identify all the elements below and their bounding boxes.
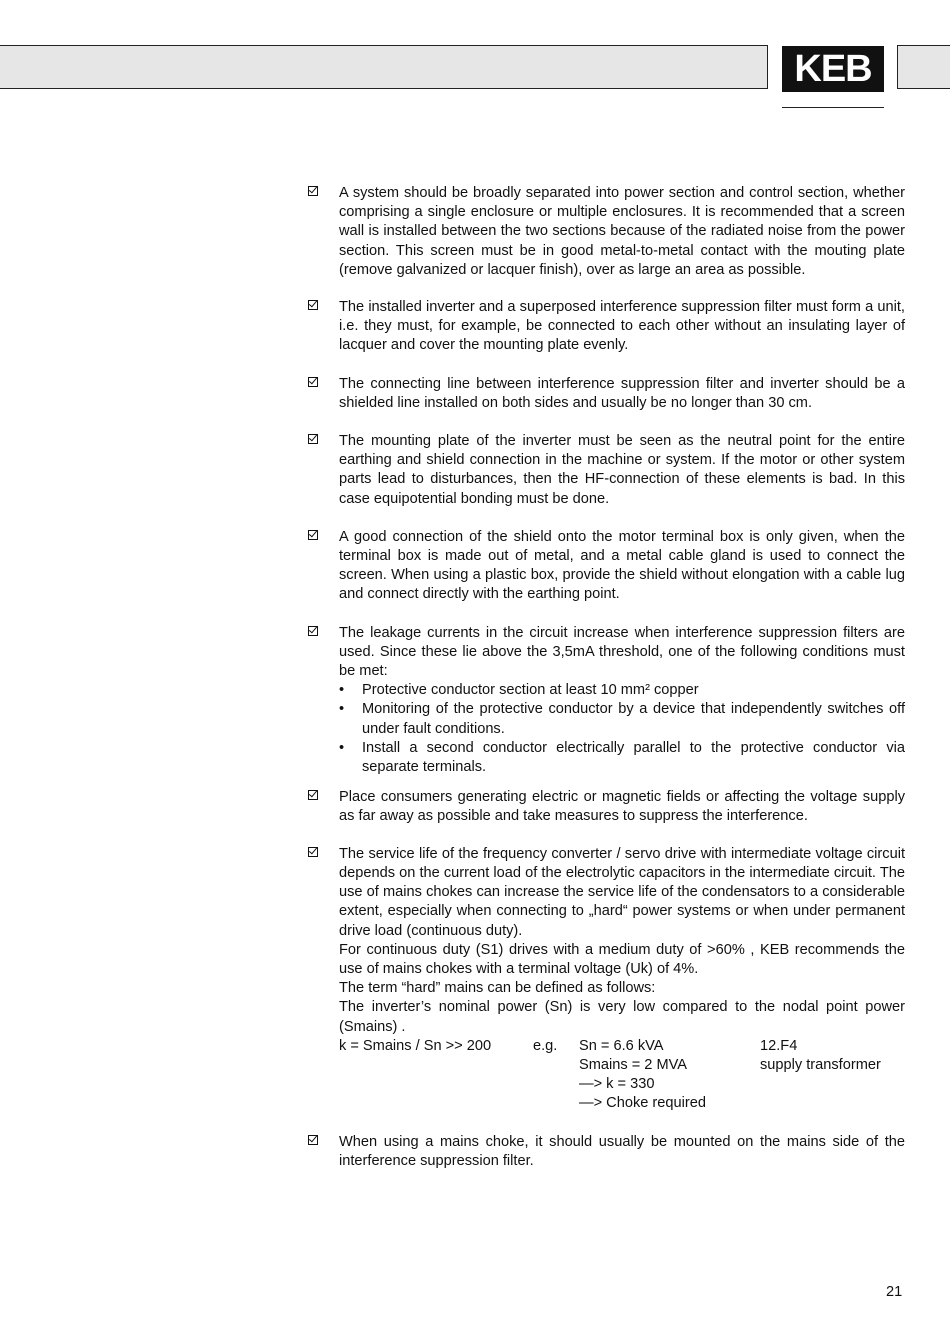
list-item: [308, 298, 905, 356]
formula-expression: k = Smains / Sn >> 200: [339, 1037, 492, 1054]
bullet-item: [339, 700, 905, 738]
bullet-item: [339, 739, 905, 777]
formula-sn: Sn = 6.6 kVA: [579, 1037, 664, 1054]
item-text: The service life of the frequency converter / servo drive with intermediate voltage circuit depends on the current load of the electrolytic capacitors in the intermediate circuit. The use of mains chokes can increase the service life of the condensators to a considerable extent, especially when connecting to „hard“ power systems or when under permanent drive load (continuous duty).: [339, 845, 905, 939]
item-text-nominal-power: The inverter’s nominal power (Sn) is very low compared to the nodal point power (Smains) .: [339, 999, 905, 1035]
checkbox-icon: [308, 1135, 318, 1145]
checkbox-icon: [308, 186, 318, 196]
item-text: When using a mains choke, it should usually be mounted on the mains side of the interference suppression filter.: [339, 1133, 905, 1169]
logo-underline: [782, 107, 884, 108]
bullet-icon: •: [339, 739, 345, 756]
formula-eg: e.g.: [533, 1037, 558, 1054]
bullet-text: Protective conductor section at least 10 mm² copper: [362, 682, 699, 699]
header-bar: [0, 45, 768, 89]
item-text: Place consumers generating electric or magnetic fields or affecting the voltage supply as far away as possible and take measures to suppress the interference.: [339, 789, 905, 825]
checkbox-icon: [308, 847, 318, 857]
list-item: [308, 528, 905, 605]
formula-row: [339, 1056, 905, 1075]
checkbox-icon: [308, 434, 318, 444]
list-item: [308, 624, 905, 778]
bullet-text: Monitoring of the protective conductor by a device that independently switches off under fault conditions.: [362, 701, 905, 737]
formula-ref: 12.F4: [760, 1037, 798, 1054]
list-item: [308, 375, 905, 413]
formula-row: [339, 1037, 905, 1056]
formula-k: —> k = 330: [579, 1076, 655, 1093]
list-item: [308, 432, 905, 509]
checkbox-icon: [308, 626, 318, 636]
bullet-item: [339, 681, 905, 700]
formula-transformer: supply transformer: [760, 1056, 881, 1073]
formula-smains: Smains = 2 MVA: [579, 1056, 688, 1073]
item-text: The leakage currents in the circuit increase when interference suppression filters are used. Since these lie above the 3,5mA threshold, one of the following conditions must be met:: [339, 624, 905, 680]
keb-logo: [782, 46, 884, 92]
list-item: [308, 184, 905, 280]
bullet-text: Install a second conductor electrically parallel to the protective conductor via separate terminals.: [362, 739, 905, 776]
item-text: A good connection of the shield onto the motor terminal box is only given, when the terminal box is made out of metal, and a metal cable gland is used to connect the screen. When using a plastic box, provide the shield without elongation with a cable lug and connect directly with the earthing point.: [339, 528, 905, 603]
checkbox-icon: [308, 530, 318, 540]
logo-text: KEB: [794, 48, 872, 90]
checkbox-icon: [308, 300, 318, 310]
bullet-list: [339, 681, 905, 777]
item-text: A system should be broadly separated into power section and control section, whether comprising a single enclosure or multiple enclosures. It is recommended that a screen wall is installed between the two sections because of the radiated noise from the power section. This screen must be in good metal-to-metal contact with the mouting plate (remove galvanized or lacquer finish), over as large an area as possible.: [339, 185, 905, 278]
checkbox-icon: [308, 790, 318, 800]
formula-choke: —> Choke required: [579, 1095, 706, 1112]
bullet-icon: •: [339, 701, 345, 718]
list-item: [308, 845, 905, 1114]
item-text: The mounting plate of the inverter must be seen as the neutral point for the entire earthing and shield connection in the machine or system. If the motor or other system parts lead to disturbances, then the HF-connection of these elements is bad. In this case equipotential bonding must be done.: [339, 433, 905, 507]
main-content: [308, 184, 905, 1171]
bullet-icon: •: [339, 682, 345, 699]
checkbox-icon: [308, 377, 318, 387]
formula-row: [339, 1075, 905, 1094]
list-item: [308, 1133, 905, 1171]
item-text-hard-mains: The term “hard” mains can be defined as follows:: [339, 980, 656, 997]
list-item: [308, 788, 905, 826]
formula-row: [339, 1094, 905, 1113]
item-text: The installed inverter and a superposed interference suppression filter must form a unit, i.e. they must, for example, be connected to each other without an insulating layer of lacquer and cover the mounting plate evenly.: [339, 299, 905, 354]
item-text-continuous-duty: For continuous duty (S1) drives with a medium duty of >60% , KEB recommends the use of mains chokes with a terminal voltage (Uk) of 4%.: [339, 941, 905, 977]
header-bar-right: [897, 45, 950, 89]
page-number: 21: [886, 1284, 903, 1300]
item-text: The connecting line between interference suppression filter and inverter should be a shielded line installed on both sides and usually be no longer than 30 cm.: [339, 375, 905, 411]
